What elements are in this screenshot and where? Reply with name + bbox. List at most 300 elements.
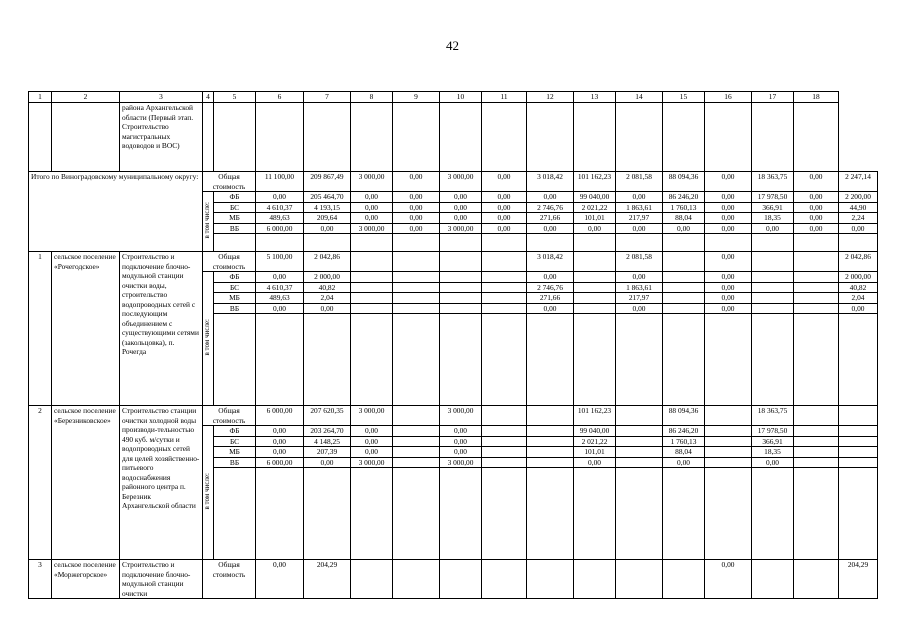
item1-src-label: ФБ xyxy=(214,272,256,283)
item1-src-value xyxy=(574,293,616,304)
total-src-value: 17 978,50 xyxy=(752,192,794,203)
total-filler-cell xyxy=(752,234,794,252)
item1-filler-cell xyxy=(705,314,752,406)
empty-cell xyxy=(663,103,705,172)
item3-cost-row xyxy=(29,560,878,599)
item1-cost-value: 2 081,58 xyxy=(616,252,663,272)
total-src-value: 209,64 xyxy=(304,213,351,224)
item2-src-label: БС xyxy=(214,436,256,447)
item3-cost-value xyxy=(794,560,839,599)
item2-filler-cell xyxy=(616,468,663,560)
item1-src-value xyxy=(482,303,527,314)
total-cost-value: 2 081,58 xyxy=(616,172,663,192)
item2-src-value xyxy=(616,426,663,437)
total-src-value: 1 760,13 xyxy=(663,202,705,213)
empty-cell xyxy=(482,103,527,172)
item2-src-value: 0,00 xyxy=(256,447,304,458)
total-filler-cell xyxy=(616,234,663,252)
total-cost-value: 3 018,42 xyxy=(527,172,574,192)
total-src-value: 0,00 xyxy=(705,223,752,234)
item2-cost-value: 3 000,00 xyxy=(440,406,482,426)
column-header-16: 16 xyxy=(705,92,752,103)
item2-src-value: 88,04 xyxy=(663,447,705,458)
item1-number: 1 xyxy=(29,252,52,406)
item1-src-value: 2 000,00 xyxy=(304,272,351,283)
item1-src-value xyxy=(351,293,393,304)
total-filler-cell xyxy=(705,234,752,252)
item3-cost-value xyxy=(351,560,393,599)
sub-cell xyxy=(203,103,214,172)
total-filler-cell xyxy=(794,234,839,252)
empty-cell xyxy=(304,103,351,172)
item2-cost-value: 3 000,00 xyxy=(351,406,393,426)
item2-src-value xyxy=(393,447,440,458)
total-src-value: 0,00 xyxy=(752,223,794,234)
item2-src-value: 0,00 xyxy=(256,436,304,447)
item2-src-value xyxy=(705,457,752,468)
item1-src-value xyxy=(440,272,482,283)
item2-src-value xyxy=(705,426,752,437)
item2-vtext-cell xyxy=(203,426,214,560)
total-src-label: МБ xyxy=(214,213,256,224)
item1-src-value: 489,63 xyxy=(256,293,304,304)
total-cost-value: 209 867,49 xyxy=(304,172,351,192)
item2-src-value: 0,00 xyxy=(256,426,304,437)
total-src-value: 0,00 xyxy=(794,213,839,224)
total-filler-src xyxy=(214,234,256,252)
item1-filler-cell xyxy=(839,314,878,406)
total-src-value: 4 610,37 xyxy=(256,202,304,213)
item2-src-value xyxy=(839,426,878,437)
item1-filler-src xyxy=(214,314,256,406)
total-vtext-cell xyxy=(203,192,214,252)
item1-src-value xyxy=(393,293,440,304)
item1-src-value: 0,00 xyxy=(705,303,752,314)
item1-filler-cell xyxy=(482,314,527,406)
item2-cost-row xyxy=(29,406,878,426)
column-header-2: 2 xyxy=(52,92,120,103)
item2-cost-label: Общая стоимость xyxy=(203,406,256,426)
item2-filler-cell xyxy=(839,468,878,560)
column-header-5: 5 xyxy=(214,92,256,103)
item2-src-value: 18,35 xyxy=(752,447,794,458)
item1-src-value xyxy=(752,282,794,293)
item3-cost-label: Общая стоимость xyxy=(203,560,256,599)
total-src-value: 0,00 xyxy=(393,223,440,234)
item1-src-value xyxy=(794,282,839,293)
item2-src-value xyxy=(482,436,527,447)
item2-project: Строительство станции очистки холодной воды производи-тельностью 490 куб. м/сутки и водопроводных сетей для целей хозяйственно-питьевого водоснабжения районного центра п. Березник Архангельской области xyxy=(120,406,203,560)
item1-src-value: 2,04 xyxy=(839,293,878,304)
item3-cost-value xyxy=(527,560,574,599)
item1-src-value: 0,00 xyxy=(304,303,351,314)
item2-src-value: 0,00 xyxy=(351,426,393,437)
item1-cost-value xyxy=(663,252,705,272)
item2-src-value xyxy=(839,457,878,468)
item2-src-value: 366,91 xyxy=(752,436,794,447)
column-header-12: 12 xyxy=(527,92,574,103)
item1-filler-cell xyxy=(663,314,705,406)
item1-src-value xyxy=(440,293,482,304)
item1-src-value xyxy=(482,293,527,304)
empty-cell xyxy=(351,103,393,172)
total-src-value: 0,00 xyxy=(393,192,440,203)
total-cost-value: 3 000,00 xyxy=(351,172,393,192)
num-cell xyxy=(29,103,52,172)
item2-cost-value xyxy=(794,406,839,426)
item2-cost-value: 18 363,75 xyxy=(752,406,794,426)
column-header-4: 4 xyxy=(203,92,214,103)
item3-cost-value: 0,00 xyxy=(256,560,304,599)
item3-cost-value: 204,29 xyxy=(839,560,878,599)
total-src-value: 0,00 xyxy=(440,213,482,224)
total-filler-cell xyxy=(304,234,351,252)
item2-cost-value xyxy=(705,406,752,426)
column-header-17: 17 xyxy=(752,92,794,103)
total-src-value: 86 246,20 xyxy=(663,192,705,203)
total-cost-label: Общая стоимость xyxy=(203,172,256,192)
item2-filler-cell xyxy=(705,468,752,560)
total-cost-row xyxy=(29,172,878,192)
item1-src-value xyxy=(574,272,616,283)
item1-src-value xyxy=(482,282,527,293)
empty-cell xyxy=(794,103,839,172)
settlement-cell xyxy=(52,103,120,172)
empty-cell xyxy=(256,103,304,172)
item1-src-value: 1 863,61 xyxy=(616,282,663,293)
item3-cost-value xyxy=(440,560,482,599)
item1-vtext: в том числе: xyxy=(203,319,212,356)
item1-src-value xyxy=(663,272,705,283)
item1-src-value xyxy=(574,303,616,314)
item1-filler-cell xyxy=(616,314,663,406)
column-header-1: 1 xyxy=(29,92,52,103)
total-src-value: 0,00 xyxy=(616,192,663,203)
item1-src-value: 40,82 xyxy=(304,282,351,293)
item2-cost-value xyxy=(482,406,527,426)
total-src-value: 2,24 xyxy=(839,213,878,224)
item2-src-value: 6 000,00 xyxy=(256,457,304,468)
column-header-3: 3 xyxy=(120,92,203,103)
item3-cost-value xyxy=(663,560,705,599)
item2-src-value: 207,39 xyxy=(304,447,351,458)
total-cost-value: 0,00 xyxy=(482,172,527,192)
item2-vtext: в том числе: xyxy=(203,473,212,510)
item1-src-value: 2,04 xyxy=(304,293,351,304)
item1-filler-cell xyxy=(256,314,304,406)
item2-number: 2 xyxy=(29,406,52,560)
item1-src-value xyxy=(794,303,839,314)
item1-src-value xyxy=(794,272,839,283)
item2-src-value xyxy=(794,457,839,468)
item3-cost-value xyxy=(574,560,616,599)
item2-cost-value: 88 094,36 xyxy=(663,406,705,426)
total-src-value: 205 464,70 xyxy=(304,192,351,203)
total-cost-value: 2 247,14 xyxy=(839,172,878,192)
total-src-value: 2 200,00 xyxy=(839,192,878,203)
item2-filler-src xyxy=(214,468,256,560)
item1-src-value xyxy=(393,272,440,283)
continuation-row xyxy=(29,103,878,172)
total-src-value: 0,00 xyxy=(256,192,304,203)
item1-src-label: БС xyxy=(214,282,256,293)
item1-src-value xyxy=(351,282,393,293)
item2-filler-cell xyxy=(440,468,482,560)
financing-table xyxy=(28,91,878,599)
total-cost-value: 11 100,00 xyxy=(256,172,304,192)
item1-src-value xyxy=(663,282,705,293)
total-src-value: 3 000,00 xyxy=(440,223,482,234)
item2-filler-cell xyxy=(527,468,574,560)
column-header-18: 18 xyxy=(794,92,839,103)
item2-src-value xyxy=(527,447,574,458)
total-cost-value: 0,00 xyxy=(794,172,839,192)
total-cost-value: 0,00 xyxy=(705,172,752,192)
total-src-value: 366,91 xyxy=(752,202,794,213)
total-src-value: 0,00 xyxy=(616,223,663,234)
total-src-value: 0,00 xyxy=(794,202,839,213)
total-src-value: 0,00 xyxy=(527,192,574,203)
item2-src-value xyxy=(393,457,440,468)
total-filler-cell xyxy=(482,234,527,252)
item2-src-label: ФБ xyxy=(214,426,256,437)
item1-src-value: 0,00 xyxy=(256,303,304,314)
item1-src-value xyxy=(752,272,794,283)
item1-src-value: 0,00 xyxy=(839,303,878,314)
item3-number: 3 xyxy=(29,560,52,599)
item2-src-value: 0,00 xyxy=(440,447,482,458)
item2-filler-cell xyxy=(351,468,393,560)
item1-cost-value xyxy=(393,252,440,272)
column-header-14: 14 xyxy=(616,92,663,103)
item2-src-value: 0,00 xyxy=(663,457,705,468)
item1-src-value xyxy=(482,272,527,283)
total-src-value: 0,00 xyxy=(527,223,574,234)
item2-filler-cell xyxy=(304,468,351,560)
total-cost-value: 3 000,00 xyxy=(440,172,482,192)
item1-cost-value: 5 100,00 xyxy=(256,252,304,272)
item3-cost-value xyxy=(616,560,663,599)
empty-cell xyxy=(705,103,752,172)
item1-src-value xyxy=(574,282,616,293)
total-cost-value: 101 162,23 xyxy=(574,172,616,192)
item1-src-value xyxy=(440,303,482,314)
item2-filler-cell xyxy=(663,468,705,560)
item2-src-value xyxy=(839,447,878,458)
empty-cell xyxy=(574,103,616,172)
total-src-value: 6 000,00 xyxy=(256,223,304,234)
total-src-value: 18,35 xyxy=(752,213,794,224)
item1-settlement: сельское поселение «Рочегодское» xyxy=(52,252,120,406)
empty-cell xyxy=(527,103,574,172)
item1-src-value: 0,00 xyxy=(705,282,752,293)
item1-src-value: 271,66 xyxy=(527,293,574,304)
item1-src-value: 0,00 xyxy=(705,272,752,283)
item1-src-value: 0,00 xyxy=(616,272,663,283)
item2-src-value: 4 148,25 xyxy=(304,436,351,447)
item1-filler-cell xyxy=(527,314,574,406)
item1-src-value xyxy=(393,303,440,314)
item2-src-value xyxy=(527,426,574,437)
total-src-value: 489,63 xyxy=(256,213,304,224)
total-src-value: 0,00 xyxy=(351,202,393,213)
total-src-value: 0,00 xyxy=(794,223,839,234)
total-src-value: 0,00 xyxy=(482,213,527,224)
item1-src-label: ВБ xyxy=(214,303,256,314)
item2-src-value xyxy=(794,436,839,447)
page-number: 42 xyxy=(446,38,459,53)
total-src-value: 0,00 xyxy=(574,223,616,234)
item1-vtext-cell xyxy=(203,272,214,406)
total-src-value: 0,00 xyxy=(351,213,393,224)
total-src-value: 0,00 xyxy=(351,192,393,203)
total-src-value: 0,00 xyxy=(705,192,752,203)
item1-cost-value: 2 042,86 xyxy=(304,252,351,272)
item2-src-value xyxy=(616,447,663,458)
item1-src-value xyxy=(663,293,705,304)
item2-src-value xyxy=(839,436,878,447)
total-src-value: 0,00 xyxy=(482,202,527,213)
item2-src-value xyxy=(794,447,839,458)
total-src-value: 0,00 xyxy=(304,223,351,234)
column-header-11: 11 xyxy=(482,92,527,103)
total-src-value: 2 746,76 xyxy=(527,202,574,213)
total-src-value: 0,00 xyxy=(705,202,752,213)
item1-cost-value xyxy=(752,252,794,272)
item2-src-value xyxy=(705,436,752,447)
total-src-value: 0,00 xyxy=(794,192,839,203)
total-src-value: 4 193,15 xyxy=(304,202,351,213)
item1-src-value: 0,00 xyxy=(616,303,663,314)
total-src-value: 0,00 xyxy=(663,223,705,234)
item1-cost-value xyxy=(482,252,527,272)
item1-filler-cell xyxy=(752,314,794,406)
item1-filler-cell xyxy=(574,314,616,406)
empty-cell xyxy=(393,103,440,172)
column-header-10: 10 xyxy=(440,92,482,103)
item1-cost-value: 3 018,42 xyxy=(527,252,574,272)
total-src-value: 99 040,00 xyxy=(574,192,616,203)
item2-src-value xyxy=(616,457,663,468)
item2-src-value: 2 021,22 xyxy=(574,436,616,447)
total-src-value: 0,00 xyxy=(440,202,482,213)
total-src-label: ВБ xyxy=(214,223,256,234)
total-src-value: 88,04 xyxy=(663,213,705,224)
item2-src-value: 0,00 xyxy=(752,457,794,468)
item2-filler-cell xyxy=(794,468,839,560)
item1-filler-cell xyxy=(440,314,482,406)
item1-project: Строительство и подключение блочно-модульной станции очистки воды, строительство водопроводных сетей с последующим объединением с существующими сетями (закольцовка), п. Рочегда xyxy=(120,252,203,406)
total-src-value: 101,01 xyxy=(574,213,616,224)
empty-cell xyxy=(214,103,256,172)
item3-cost-value xyxy=(482,560,527,599)
item2-cost-value xyxy=(616,406,663,426)
item2-filler-cell xyxy=(393,468,440,560)
item1-src-value xyxy=(393,282,440,293)
item2-src-value xyxy=(482,447,527,458)
item3-cost-value xyxy=(752,560,794,599)
total-vtext: в том числе: xyxy=(203,202,212,239)
total-src-label: БС xyxy=(214,202,256,213)
item2-src-value: 1 760,13 xyxy=(663,436,705,447)
item1-src-value: 0,00 xyxy=(527,303,574,314)
item2-cost-value: 101 162,23 xyxy=(574,406,616,426)
item1-cost-value: 0,00 xyxy=(705,252,752,272)
item1-src-value: 2 000,00 xyxy=(839,272,878,283)
item1-cost-label: Общая стоимость xyxy=(203,252,256,272)
item2-src-value: 0,00 xyxy=(351,436,393,447)
column-header-9: 9 xyxy=(393,92,440,103)
total-src-value: 0,00 xyxy=(839,223,878,234)
total-src-value: 271,66 xyxy=(527,213,574,224)
empty-cell xyxy=(752,103,794,172)
item2-filler-cell xyxy=(482,468,527,560)
item1-src-value: 0,00 xyxy=(256,272,304,283)
item2-src-value: 0,00 xyxy=(351,447,393,458)
item1-src-value xyxy=(752,303,794,314)
item2-src-value xyxy=(527,457,574,468)
item1-src-value xyxy=(794,293,839,304)
item2-src-value xyxy=(794,426,839,437)
item2-cost-value: 6 000,00 xyxy=(256,406,304,426)
item2-cost-value xyxy=(839,406,878,426)
item3-cost-value xyxy=(393,560,440,599)
item2-cost-value xyxy=(393,406,440,426)
item1-src-label: МБ xyxy=(214,293,256,304)
item2-src-value: 0,00 xyxy=(440,436,482,447)
item1-filler-cell xyxy=(304,314,351,406)
item2-src-value xyxy=(482,426,527,437)
item3-project: Строительство и подключение блочно-модульной станции очистки xyxy=(120,560,203,599)
total-cost-value: 18 363,75 xyxy=(752,172,794,192)
column-header-7: 7 xyxy=(304,92,351,103)
item2-src-value xyxy=(527,436,574,447)
item1-src-value: 0,00 xyxy=(705,293,752,304)
total-filler-cell xyxy=(440,234,482,252)
item2-src-value xyxy=(393,436,440,447)
total-label: Итого по Виноградовскому муниципальному округу: xyxy=(29,172,203,252)
item2-filler-cell xyxy=(752,468,794,560)
column-header-6: 6 xyxy=(256,92,304,103)
item2-src-value: 3 000,00 xyxy=(351,457,393,468)
item1-cost-value xyxy=(574,252,616,272)
item2-cost-value xyxy=(527,406,574,426)
column-header-15: 15 xyxy=(663,92,705,103)
total-src-value: 44,90 xyxy=(839,202,878,213)
total-src-value: 0,00 xyxy=(393,202,440,213)
item2-src-value: 3 000,00 xyxy=(440,457,482,468)
item3-cost-value: 204,29 xyxy=(304,560,351,599)
item1-src-value xyxy=(440,282,482,293)
item1-src-value xyxy=(351,303,393,314)
item1-src-value: 217,97 xyxy=(616,293,663,304)
item2-src-value: 203 264,70 xyxy=(304,426,351,437)
total-src-value: 217,97 xyxy=(616,213,663,224)
item2-src-value: 0,00 xyxy=(574,457,616,468)
item2-src-value xyxy=(705,447,752,458)
item2-settlement: сельское поселение «Березниковское» xyxy=(52,406,120,560)
item2-src-value: 101,01 xyxy=(574,447,616,458)
total-src-value: 3 000,00 xyxy=(351,223,393,234)
item2-filler-cell xyxy=(574,468,616,560)
column-header-13: 13 xyxy=(574,92,616,103)
total-filler-cell xyxy=(574,234,616,252)
total-filler-cell xyxy=(256,234,304,252)
empty-cell xyxy=(440,103,482,172)
item2-src-value xyxy=(482,457,527,468)
item1-cost-value: 2 042,86 xyxy=(839,252,878,272)
total-src-value: 0,00 xyxy=(482,223,527,234)
